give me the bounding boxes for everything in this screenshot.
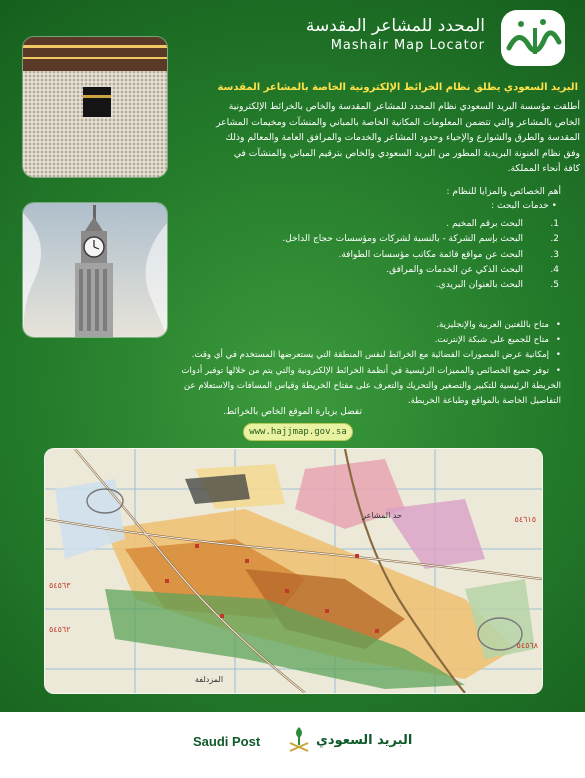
website-link[interactable]: www.hajjmap.gov.sa bbox=[243, 423, 353, 441]
list-item: •متاح باللغتين العربية والإنجليزية. bbox=[436, 320, 561, 330]
saudi-post-arabic: البريد السعودي bbox=[316, 733, 413, 748]
mashair-logo-icon bbox=[499, 8, 567, 68]
saudi-post-english: Saudi Post bbox=[193, 734, 261, 749]
map-label: ٥٤٦١٥ bbox=[514, 515, 536, 524]
intro-line: المقدسة والطرق والشوارع والإحياء وحدود المشاعر والخدمات والمرافق العامة والمعالم وذلك bbox=[225, 132, 580, 144]
header-title-arabic: المحدد للمشاعر المقدسة bbox=[305, 16, 485, 36]
map-label: ٥٤٥٦٢ bbox=[49, 625, 71, 634]
intro-line: الخاص بالمشاعر والتي تتضمن المعلومات المكانية الخاصة بالمباني والمنشآت ومخيمات المشاعر bbox=[216, 116, 580, 128]
saudi-post-emblem-icon bbox=[286, 725, 312, 755]
kaaba-photo bbox=[22, 36, 168, 178]
list-item: 3.البحث عن مواقع قائمة مكاتب مؤسسات الطوافة. bbox=[338, 249, 559, 260]
list-item: •إمكانية عرض المصورات الفضائية مع الخرائط لنفس المنطقة التي يستعرضها المستخدم في أي وقت. bbox=[191, 350, 561, 361]
features-list bbox=[170, 318, 561, 409]
search-services-list bbox=[200, 217, 559, 293]
mashair-map[interactable] bbox=[44, 448, 543, 694]
list-item: 5.البحث بالعنوان البريدي. bbox=[435, 280, 559, 291]
article-intro bbox=[200, 99, 580, 177]
services-heading: • خدمات البحث : bbox=[491, 201, 557, 211]
intro-line: كافة أنحاء المملكة. bbox=[507, 163, 580, 175]
map-label: حد المشاعر bbox=[362, 511, 402, 520]
clock-tower-photo bbox=[22, 202, 168, 338]
features-title: أهم الخصائص والمزايا للنظام : bbox=[446, 187, 561, 197]
map-label: المزدلفة bbox=[195, 675, 224, 684]
list-item: 1.البحث برقم المخيم . bbox=[446, 219, 559, 229]
map-label: ٥٤٥٦٣ bbox=[49, 581, 71, 590]
list-item: •توفر جميع الخصائص والمميزات الرئيسية في أنظمة الخرائط الإلكترونية والتي يتم من خلالها توفير أدوات الخريطة الرئيسية للتكبير والتصغير والتحريك والتعرف على مفتاح الخريطة وقياس المسافات والاستعلام عن التفاصيل الخاصة بالمواقع وطباعة الخريطة. bbox=[181, 365, 561, 407]
map-label: ٥٤٥٦٨ bbox=[516, 641, 538, 650]
article-headline: البريد السعودي يطلق نظام الخرائط الإلكترونية الخاصة بالمشاعر المقدسة bbox=[217, 82, 578, 93]
intro-line: أطلقت مؤسسة البريد السعودي نظام المحدد للمشاعر المقدسة والخاص بالخرائط الإلكترونية bbox=[228, 101, 580, 112]
visit-text: تفضل بزيارة الموقع الخاص بالخرائط. bbox=[223, 407, 362, 417]
map-graphic bbox=[45, 449, 542, 693]
list-item: •متاح للجميع على شبكة الإنترنت. bbox=[434, 335, 561, 346]
list-item: 2.البحث بإسم الشركة - بالنسبة لشركات ومؤسسات حجاج الداخل. bbox=[282, 234, 559, 245]
intro-line: وفق نظام العنونة البريدية المطور من البريد السعودي والخاص بترقيم المباني والمنشآت في bbox=[233, 147, 580, 159]
header-title-english: Mashair Map Locator bbox=[330, 38, 485, 53]
list-item: 4.البحث الذكي عن الخدمات والمرافق. bbox=[386, 264, 559, 275]
